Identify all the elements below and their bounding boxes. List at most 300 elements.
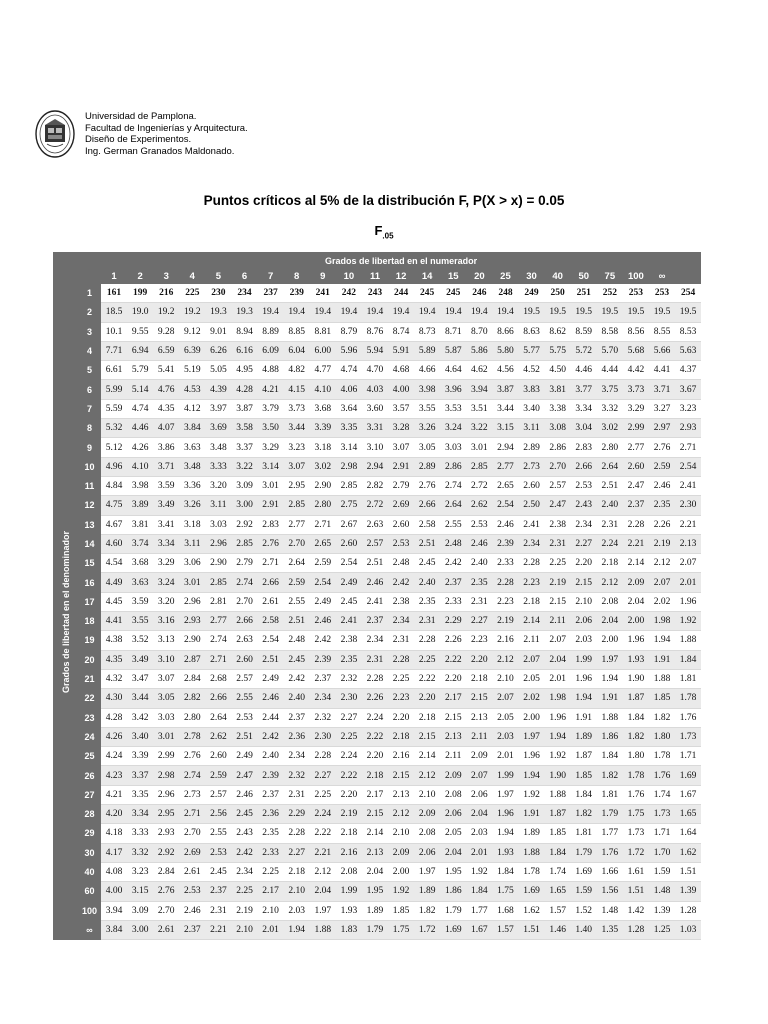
table-cell: 2.25 xyxy=(231,882,257,901)
table-cell: 2.77 xyxy=(205,612,231,631)
row-header: 5 xyxy=(78,361,101,380)
table-cell: 2.07 xyxy=(492,689,518,708)
table-cell: 254 xyxy=(675,284,701,303)
table-cell: 2.37 xyxy=(284,708,310,727)
row-header: 22 xyxy=(78,689,101,708)
table-cell: 2.15 xyxy=(440,708,466,727)
row-header: 40 xyxy=(78,862,101,881)
table-cell: 2.12 xyxy=(597,573,623,592)
table-cell: 2.31 xyxy=(597,515,623,534)
table-cell: 1.77 xyxy=(466,901,492,920)
table-cell: 2.83 xyxy=(571,438,597,457)
table-cell: 1.96 xyxy=(571,669,597,688)
table-cell: 19.5 xyxy=(649,303,675,322)
table-cell: 2.22 xyxy=(336,766,362,785)
table-cell: 2.39 xyxy=(258,766,284,785)
table-cell: 3.32 xyxy=(597,399,623,418)
table-cell: 8.63 xyxy=(519,322,545,341)
table-row xyxy=(53,650,701,669)
table-cell: 2.85 xyxy=(466,457,492,476)
table-cell: 1.90 xyxy=(545,766,571,785)
table-cell: 2.23 xyxy=(519,573,545,592)
row-header: 2 xyxy=(78,303,101,322)
table-cell: 1.42 xyxy=(623,901,649,920)
table-cell: 2.19 xyxy=(336,805,362,824)
table-cell: 1.85 xyxy=(649,689,675,708)
table-cell: 1.84 xyxy=(597,747,623,766)
table-cell: 2.07 xyxy=(519,650,545,669)
table-cell: 1.73 xyxy=(623,824,649,843)
table-cell: 4.26 xyxy=(127,438,153,457)
table-cell: 1.67 xyxy=(466,920,492,939)
table-cell: 2.10 xyxy=(284,882,310,901)
table-cell: 10.1 xyxy=(101,322,127,341)
table-cell: 2.00 xyxy=(519,708,545,727)
table-cell: 3.00 xyxy=(127,920,153,939)
table-cell: 5.19 xyxy=(179,361,205,380)
table-cell: 2.13 xyxy=(440,727,466,746)
table-cell: 2.13 xyxy=(675,534,701,553)
table-cell: 2.46 xyxy=(466,534,492,553)
table-cell: 2.42 xyxy=(258,727,284,746)
table-cell: 2.43 xyxy=(231,824,257,843)
table-cell: 3.77 xyxy=(571,380,597,399)
table-cell: 2.20 xyxy=(571,554,597,573)
table-cell: 9.55 xyxy=(127,322,153,341)
table-cell: 2.10 xyxy=(231,920,257,939)
table-cell: 4.06 xyxy=(336,380,362,399)
table-cell: 2.61 xyxy=(179,862,205,881)
table-cell: 1.84 xyxy=(545,843,571,862)
table-cell: 2.11 xyxy=(545,612,571,631)
table-cell: 8.71 xyxy=(440,322,466,341)
table-cell: 2.70 xyxy=(231,592,257,611)
table-cell: 2.71 xyxy=(205,650,231,669)
table-cell: 1.59 xyxy=(571,882,597,901)
table-cell: 2.82 xyxy=(362,476,388,495)
table-row xyxy=(53,824,701,843)
table-cell: 4.74 xyxy=(127,399,153,418)
table-cell: 2.47 xyxy=(623,476,649,495)
table-cell: 1.62 xyxy=(675,843,701,862)
table-row xyxy=(53,631,701,650)
table-cell: 3.01 xyxy=(153,727,179,746)
table-cell: 3.34 xyxy=(571,399,597,418)
table-cell: 2.00 xyxy=(597,631,623,650)
table-cell: 3.09 xyxy=(127,901,153,920)
column-header: 6 xyxy=(231,269,257,284)
table-cell: 2.18 xyxy=(284,862,310,881)
table-cell: 3.34 xyxy=(153,534,179,553)
table-cell: 3.84 xyxy=(101,920,127,939)
table-cell: 2.60 xyxy=(336,534,362,553)
table-cell: 2.25 xyxy=(258,862,284,881)
table-cell: 2.14 xyxy=(519,612,545,631)
table-cell: 1.71 xyxy=(675,747,701,766)
table-cell: 2.18 xyxy=(336,824,362,843)
table-cell: 1.83 xyxy=(336,920,362,939)
table-cell: 5.75 xyxy=(545,341,571,360)
table-cell: 2.18 xyxy=(414,708,440,727)
numerator-label: Grados de libertad en el numerador xyxy=(101,252,701,269)
table-cell: 2.66 xyxy=(231,612,257,631)
table-cell: 2.19 xyxy=(231,901,257,920)
table-cell: 2.60 xyxy=(519,476,545,495)
table-cell: 2.20 xyxy=(466,650,492,669)
table-cell: 2.06 xyxy=(414,843,440,862)
table-cell: 8.76 xyxy=(362,322,388,341)
table-row xyxy=(53,322,701,341)
table-cell: 2.66 xyxy=(414,496,440,515)
row-header: 12 xyxy=(78,496,101,515)
table-cell: 2.49 xyxy=(336,573,362,592)
table-row xyxy=(53,399,701,418)
table-cell: 1.88 xyxy=(597,708,623,727)
table-cell: 199 xyxy=(127,284,153,303)
table-cell: 6.61 xyxy=(101,361,127,380)
table-cell: 8.70 xyxy=(466,322,492,341)
table-cell: 19.4 xyxy=(466,303,492,322)
table-cell: 2.18 xyxy=(388,727,414,746)
table-cell: 2.39 xyxy=(310,650,336,669)
table-corner-rowhead-lower xyxy=(78,269,101,284)
table-row xyxy=(53,708,701,727)
table-cell: 3.38 xyxy=(545,399,571,418)
table-cell: 1.40 xyxy=(571,920,597,939)
table-cell: 2.48 xyxy=(388,554,414,573)
table-cell: 9.28 xyxy=(153,322,179,341)
denominator-label-cell xyxy=(53,284,78,940)
table-cell: 2.70 xyxy=(545,457,571,476)
table-cell: 8.73 xyxy=(414,322,440,341)
table-cell: 1.82 xyxy=(571,805,597,824)
table-cell: 1.82 xyxy=(649,708,675,727)
table-cell: 1.84 xyxy=(492,862,518,881)
table-cell: 2.00 xyxy=(388,862,414,881)
table-cell: 2.58 xyxy=(414,515,440,534)
table-cell: 2.18 xyxy=(519,592,545,611)
table-cell: 3.16 xyxy=(153,612,179,631)
table-cell: 2.98 xyxy=(336,457,362,476)
table-row xyxy=(53,669,701,688)
table-cell: 19.4 xyxy=(414,303,440,322)
table-cell: 3.10 xyxy=(153,650,179,669)
table-cell: 4.88 xyxy=(258,361,284,380)
table-cell: 3.03 xyxy=(153,708,179,727)
row-header: 8 xyxy=(78,419,101,438)
table-cell: 5.70 xyxy=(597,341,623,360)
table-cell: 3.40 xyxy=(519,399,545,418)
table-cell: 2.23 xyxy=(492,592,518,611)
table-cell: 1.28 xyxy=(623,920,649,939)
row-header: 18 xyxy=(78,612,101,631)
table-cell: 2.12 xyxy=(492,650,518,669)
table-cell: 5.86 xyxy=(466,341,492,360)
table-row xyxy=(53,554,701,573)
table-cell: 4.00 xyxy=(101,882,127,901)
table-cell: 2.55 xyxy=(205,824,231,843)
table-cell: 2.35 xyxy=(466,573,492,592)
table-cell: 2.34 xyxy=(231,862,257,881)
table-cell: 19.5 xyxy=(545,303,571,322)
table-cell: 7.71 xyxy=(101,341,127,360)
table-cell: 6.04 xyxy=(284,341,310,360)
university-seal-icon xyxy=(35,110,75,158)
table-cell: 1.86 xyxy=(597,727,623,746)
table-cell: 9.12 xyxy=(179,322,205,341)
table-cell: 1.94 xyxy=(284,920,310,939)
table-cell: 2.26 xyxy=(649,515,675,534)
table-cell: 2.70 xyxy=(179,824,205,843)
table-cell: 2.36 xyxy=(258,805,284,824)
row-header: 16 xyxy=(78,573,101,592)
table-cell: 2.17 xyxy=(362,785,388,804)
table-cell: 2.31 xyxy=(466,592,492,611)
table-cell: 2.25 xyxy=(414,650,440,669)
table-cell: 234 xyxy=(231,284,257,303)
table-cell: 1.51 xyxy=(623,882,649,901)
table-cell: 3.42 xyxy=(127,708,153,727)
table-cell: 2.23 xyxy=(388,689,414,708)
table-cell: 2.37 xyxy=(205,882,231,901)
table-cell: 5.59 xyxy=(101,399,127,418)
table-cell: 3.83 xyxy=(519,380,545,399)
table-cell: 3.58 xyxy=(231,419,257,438)
table-cell: 3.31 xyxy=(362,419,388,438)
table-cell: 2.76 xyxy=(258,534,284,553)
table-cell: 2.79 xyxy=(388,476,414,495)
table-cell: 2.08 xyxy=(414,824,440,843)
table-cell: 2.27 xyxy=(571,534,597,553)
column-header: 3 xyxy=(153,269,179,284)
table-cell: 1.82 xyxy=(623,727,649,746)
table-cell: 2.64 xyxy=(205,708,231,727)
table-cell: 2.37 xyxy=(258,785,284,804)
table-cell: 4.32 xyxy=(101,669,127,688)
column-header: 50 xyxy=(571,269,597,284)
numerator-header-row xyxy=(53,269,701,284)
table-cell: 3.03 xyxy=(205,515,231,534)
table-cell: 1.68 xyxy=(492,901,518,920)
table-cell: 3.48 xyxy=(205,438,231,457)
table-cell: 2.96 xyxy=(179,592,205,611)
table-cell: 3.81 xyxy=(127,515,153,534)
table-cell: 2.54 xyxy=(336,554,362,573)
table-cell: 1.94 xyxy=(492,824,518,843)
table-cell: 1.96 xyxy=(519,747,545,766)
table-cell: 3.09 xyxy=(231,476,257,495)
table-cell: 4.53 xyxy=(179,380,205,399)
table-cell: 19.0 xyxy=(127,303,153,322)
table-cell: 2.53 xyxy=(205,843,231,862)
table-cell: 1.89 xyxy=(571,727,597,746)
table-cell: 2.42 xyxy=(284,669,310,688)
table-cell: 2.70 xyxy=(284,534,310,553)
table-cell: 4.10 xyxy=(310,380,336,399)
column-header: 100 xyxy=(623,269,649,284)
table-cell: 1.73 xyxy=(675,727,701,746)
table-corner-rowhead xyxy=(78,252,101,269)
table-cell: 19.4 xyxy=(388,303,414,322)
table-cell: 2.99 xyxy=(623,419,649,438)
table-cell: 1.88 xyxy=(675,631,701,650)
table-cell: 2.38 xyxy=(545,515,571,534)
table-cell: 4.70 xyxy=(362,361,388,380)
table-cell: 2.84 xyxy=(153,862,179,881)
table-cell: 1.66 xyxy=(597,862,623,881)
table-cell: 4.76 xyxy=(153,380,179,399)
table-cell: 2.47 xyxy=(545,496,571,515)
table-cell: 1.98 xyxy=(649,612,675,631)
table-cell: 3.27 xyxy=(649,399,675,418)
table-cell: 2.40 xyxy=(414,573,440,592)
table-cell: 2.28 xyxy=(310,747,336,766)
table-cell: 4.42 xyxy=(623,361,649,380)
table-cell: 2.31 xyxy=(205,901,231,920)
table-cell: 2.64 xyxy=(284,554,310,573)
table-cell: 2.49 xyxy=(231,747,257,766)
table-row xyxy=(53,534,701,553)
table-cell: 8.74 xyxy=(388,322,414,341)
table-cell: 1.73 xyxy=(649,805,675,824)
table-cell: 1.96 xyxy=(623,631,649,650)
table-cell: 1.74 xyxy=(545,862,571,881)
row-header: 100 xyxy=(78,901,101,920)
table-cell: 2.30 xyxy=(310,727,336,746)
row-header: 3 xyxy=(78,322,101,341)
column-header: 40 xyxy=(545,269,571,284)
table-title-row xyxy=(53,252,701,269)
table-cell: 3.63 xyxy=(127,573,153,592)
table-cell: 2.90 xyxy=(310,476,336,495)
table-cell: 2.08 xyxy=(336,862,362,881)
table-cell: 2.54 xyxy=(492,496,518,515)
table-cell: 2.27 xyxy=(466,612,492,631)
table-cell: 1.79 xyxy=(440,901,466,920)
table-cell: 4.67 xyxy=(101,515,127,534)
table-cell: 3.01 xyxy=(466,438,492,457)
table-cell: 2.11 xyxy=(466,727,492,746)
table-cell: 1.95 xyxy=(440,862,466,881)
table-cell: 1.90 xyxy=(623,669,649,688)
table-cell: 4.64 xyxy=(440,361,466,380)
table-cell: 2.31 xyxy=(388,631,414,650)
table-cell: 4.41 xyxy=(649,361,675,380)
table-cell: 3.63 xyxy=(179,438,205,457)
table-cell: 2.42 xyxy=(310,631,336,650)
table-cell: 2.75 xyxy=(336,496,362,515)
table-cell: 2.65 xyxy=(492,476,518,495)
table-cell: 2.78 xyxy=(179,727,205,746)
table-cell: 3.23 xyxy=(127,862,153,881)
table-cell: 2.41 xyxy=(675,476,701,495)
table-cell: 2.45 xyxy=(231,805,257,824)
row-header: 30 xyxy=(78,843,101,862)
table-cell: 3.87 xyxy=(492,380,518,399)
table-cell: 1.91 xyxy=(571,708,597,727)
table-cell: 3.20 xyxy=(205,476,231,495)
row-header: 14 xyxy=(78,534,101,553)
row-header: 10 xyxy=(78,457,101,476)
row-header: 17 xyxy=(78,592,101,611)
table-cell: 2.48 xyxy=(440,534,466,553)
table-cell: 2.90 xyxy=(205,554,231,573)
table-cell: 2.51 xyxy=(258,650,284,669)
table-cell: 3.33 xyxy=(205,457,231,476)
table-cell: 3.07 xyxy=(153,669,179,688)
table-cell: 2.92 xyxy=(153,843,179,862)
table-cell: 1.69 xyxy=(519,882,545,901)
table-row xyxy=(53,727,701,746)
table-cell: 2.26 xyxy=(362,689,388,708)
table-cell: 2.48 xyxy=(284,631,310,650)
table-cell: 4.95 xyxy=(231,361,257,380)
table-cell: 3.68 xyxy=(127,554,153,573)
table-cell: 1.65 xyxy=(545,882,571,901)
table-cell: 2.35 xyxy=(258,824,284,843)
table-cell: 3.52 xyxy=(127,631,153,650)
table-cell: 2.12 xyxy=(388,805,414,824)
table-cell: 8.81 xyxy=(310,322,336,341)
table-cell: 3.29 xyxy=(258,438,284,457)
table-cell: 4.75 xyxy=(101,496,127,515)
table-cell: 2.96 xyxy=(153,785,179,804)
table-cell: 8.66 xyxy=(492,322,518,341)
table-cell: 2.14 xyxy=(623,554,649,573)
table-cell: 2.50 xyxy=(519,496,545,515)
table-cell: 4.30 xyxy=(101,689,127,708)
table-cell: 2.74 xyxy=(440,476,466,495)
table-cell: 2.22 xyxy=(362,727,388,746)
table-cell: 2.25 xyxy=(388,669,414,688)
table-cell: 2.37 xyxy=(440,573,466,592)
table-cell: 2.38 xyxy=(388,592,414,611)
table-row xyxy=(53,341,701,360)
table-cell: 2.21 xyxy=(623,534,649,553)
table-cell: 2.46 xyxy=(649,476,675,495)
table-cell: 2.06 xyxy=(466,785,492,804)
table-cell: 251 xyxy=(571,284,597,303)
table-cell: 8.53 xyxy=(675,322,701,341)
table-cell: 19.3 xyxy=(231,303,257,322)
table-cell: 1.92 xyxy=(675,612,701,631)
table-cell: 2.25 xyxy=(310,785,336,804)
table-cell: 3.02 xyxy=(597,419,623,438)
table-cell: 1.79 xyxy=(362,920,388,939)
table-cell: 2.37 xyxy=(179,920,205,939)
table-cell: 2.51 xyxy=(284,612,310,631)
table-cell: 2.24 xyxy=(310,805,336,824)
table-cell: 2.85 xyxy=(336,476,362,495)
table-cell: 4.18 xyxy=(101,824,127,843)
table-cell: 4.38 xyxy=(101,631,127,650)
column-header: 20 xyxy=(466,269,492,284)
table-cell: 3.51 xyxy=(466,399,492,418)
table-row xyxy=(53,380,701,399)
table-cell: 4.46 xyxy=(571,361,597,380)
table-cell: 2.28 xyxy=(362,669,388,688)
table-cell: 1.72 xyxy=(414,920,440,939)
table-cell: 3.29 xyxy=(623,399,649,418)
table-cell: 19.5 xyxy=(597,303,623,322)
table-cell: 1.75 xyxy=(388,920,414,939)
table-cell: 2.10 xyxy=(571,592,597,611)
table-cell: 2.37 xyxy=(310,669,336,688)
table-cell: 3.35 xyxy=(336,419,362,438)
table-cell: 2.09 xyxy=(466,747,492,766)
table-cell: 2.07 xyxy=(545,631,571,650)
table-cell: 5.68 xyxy=(623,341,649,360)
